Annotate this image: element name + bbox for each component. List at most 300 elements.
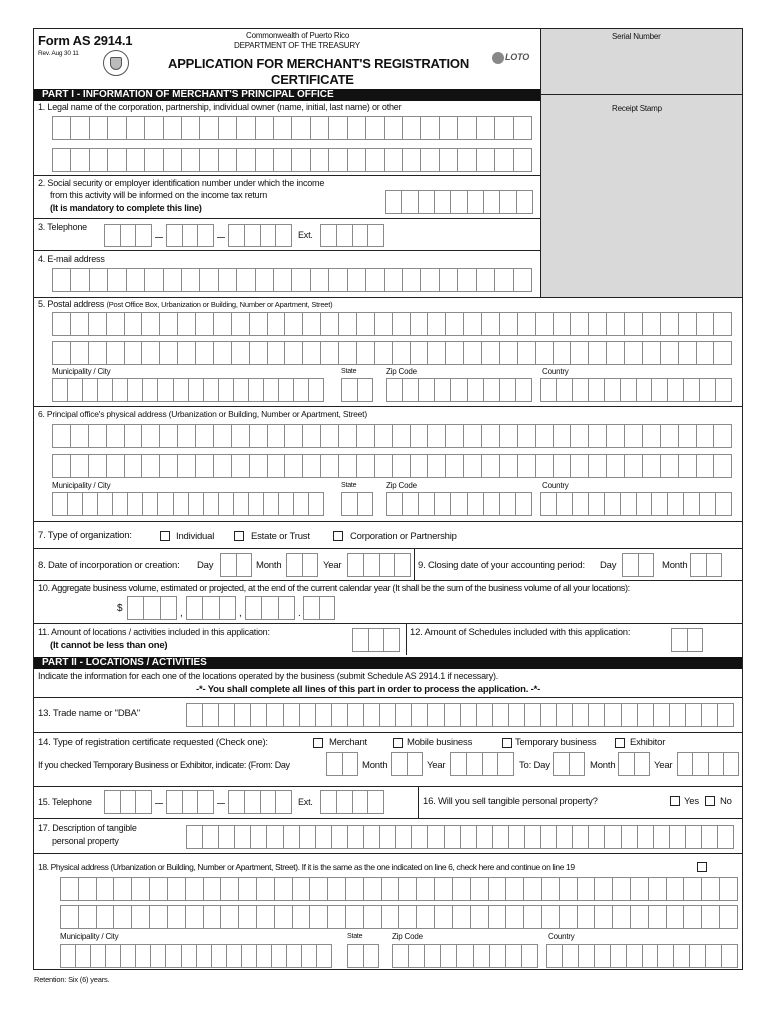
char-box[interactable]	[67, 492, 82, 516]
char-box[interactable]	[291, 268, 309, 292]
char-box[interactable]	[70, 268, 88, 292]
char-box[interactable]	[199, 268, 217, 292]
char-box[interactable]	[588, 825, 604, 849]
char-box[interactable]	[660, 454, 678, 478]
char-box[interactable]	[494, 116, 512, 140]
char-box[interactable]	[275, 790, 292, 814]
char-box[interactable]	[309, 905, 327, 929]
char-box[interactable]	[467, 492, 483, 516]
char-box[interactable]	[220, 553, 236, 577]
char-box[interactable]	[142, 378, 157, 402]
char-box[interactable]	[669, 825, 685, 849]
char-box[interactable]	[692, 752, 707, 776]
char-box[interactable]	[701, 703, 717, 727]
char-box[interactable]	[483, 378, 499, 402]
char-box[interactable]	[456, 944, 472, 968]
char-box[interactable]	[286, 944, 301, 968]
char-box[interactable]	[612, 905, 630, 929]
char-box[interactable]	[331, 703, 347, 727]
char-box[interactable]	[473, 944, 489, 968]
char-box[interactable]	[308, 378, 324, 402]
char-box[interactable]	[211, 944, 226, 968]
telephone-prefix[interactable]	[166, 224, 214, 247]
char-box[interactable]	[186, 596, 202, 620]
char-box[interactable]	[167, 877, 185, 901]
char-box[interactable]	[231, 424, 249, 448]
trade-name-field[interactable]	[186, 703, 734, 727]
char-box[interactable]	[363, 944, 380, 968]
char-box[interactable]	[660, 424, 678, 448]
char-box[interactable]	[708, 752, 723, 776]
char-box[interactable]	[636, 378, 652, 402]
char-box[interactable]	[238, 905, 256, 929]
char-box[interactable]	[299, 825, 315, 849]
char-box[interactable]	[220, 905, 238, 929]
char-box[interactable]	[706, 553, 723, 577]
char-box[interactable]	[657, 944, 673, 968]
char-box[interactable]	[499, 378, 515, 402]
char-box[interactable]	[559, 877, 577, 901]
char-box[interactable]	[97, 378, 112, 402]
char-box[interactable]	[199, 116, 217, 140]
char-box[interactable]	[231, 454, 249, 478]
char-box[interactable]	[166, 224, 182, 247]
char-box[interactable]	[513, 148, 532, 172]
char-box[interactable]	[553, 424, 571, 448]
char-box[interactable]	[418, 492, 434, 516]
char-box[interactable]	[271, 944, 286, 968]
char-box[interactable]	[624, 454, 642, 478]
char-box[interactable]	[261, 596, 277, 620]
char-box[interactable]	[523, 905, 541, 929]
char-box[interactable]	[150, 944, 165, 968]
char-box[interactable]	[107, 148, 125, 172]
char-box[interactable]	[517, 312, 535, 336]
char-box[interactable]	[719, 877, 738, 901]
char-box[interactable]	[104, 224, 120, 247]
char-box[interactable]	[618, 752, 634, 776]
char-box[interactable]	[218, 148, 236, 172]
char-box[interactable]	[70, 116, 88, 140]
char-box[interactable]	[213, 312, 231, 336]
char-box[interactable]	[678, 454, 696, 478]
char-box[interactable]	[186, 825, 202, 849]
char-box[interactable]	[352, 224, 368, 247]
char-box[interactable]	[320, 224, 336, 247]
char-box[interactable]	[177, 424, 195, 448]
char-box[interactable]	[683, 378, 699, 402]
char-box[interactable]	[70, 424, 88, 448]
char-box[interactable]	[620, 492, 636, 516]
char-box[interactable]	[163, 148, 181, 172]
char-box[interactable]	[588, 703, 604, 727]
char-box[interactable]	[60, 877, 78, 901]
char-box[interactable]	[517, 454, 535, 478]
incorporation-day-field[interactable]	[220, 553, 252, 577]
char-box[interactable]	[219, 596, 236, 620]
char-box[interactable]	[384, 116, 402, 140]
char-box[interactable]	[411, 703, 427, 727]
char-box[interactable]	[250, 825, 266, 849]
char-box[interactable]	[594, 944, 610, 968]
char-box[interactable]	[444, 825, 460, 849]
char-box[interactable]	[97, 492, 112, 516]
char-box[interactable]	[402, 492, 418, 516]
char-box[interactable]	[249, 341, 267, 365]
char-box[interactable]	[345, 905, 363, 929]
org-corporation-checkbox[interactable]	[333, 531, 343, 541]
char-box[interactable]	[398, 877, 416, 901]
char-box[interactable]	[540, 825, 556, 849]
char-box[interactable]	[88, 454, 106, 478]
char-box[interactable]	[197, 224, 214, 247]
char-box[interactable]	[637, 703, 653, 727]
char-box[interactable]	[402, 116, 420, 140]
char-box[interactable]	[182, 224, 198, 247]
char-box[interactable]	[320, 790, 336, 814]
char-box[interactable]	[365, 268, 383, 292]
char-box[interactable]	[671, 628, 687, 652]
char-box[interactable]	[357, 378, 374, 402]
char-box[interactable]	[386, 378, 402, 402]
char-box[interactable]	[203, 905, 221, 929]
char-box[interactable]	[424, 944, 440, 968]
char-box[interactable]	[513, 116, 532, 140]
char-box[interactable]	[338, 424, 356, 448]
char-box[interactable]	[683, 492, 699, 516]
char-box[interactable]	[310, 148, 328, 172]
char-box[interactable]	[467, 378, 483, 402]
postal-country-field[interactable]	[540, 378, 732, 402]
char-box[interactable]	[578, 944, 594, 968]
char-box[interactable]	[82, 492, 97, 516]
char-box[interactable]	[248, 378, 263, 402]
char-box[interactable]	[392, 454, 410, 478]
char-box[interactable]	[439, 148, 457, 172]
property-description-field[interactable]	[186, 825, 734, 849]
char-box[interactable]	[651, 378, 667, 402]
postal-zip-field[interactable]	[386, 378, 532, 402]
char-box[interactable]	[553, 312, 571, 336]
char-box[interactable]	[569, 752, 586, 776]
char-box[interactable]	[195, 341, 213, 365]
char-box[interactable]	[89, 116, 107, 140]
char-box[interactable]	[392, 312, 410, 336]
char-box[interactable]	[577, 905, 595, 929]
char-box[interactable]	[278, 378, 293, 402]
char-box[interactable]	[384, 268, 402, 292]
char-box[interactable]	[540, 703, 556, 727]
char-box[interactable]	[434, 378, 450, 402]
char-box[interactable]	[666, 905, 684, 929]
char-box[interactable]	[392, 341, 410, 365]
char-box[interactable]	[492, 703, 508, 727]
char-box[interactable]	[315, 825, 331, 849]
char-box[interactable]	[352, 628, 368, 652]
char-box[interactable]	[310, 268, 328, 292]
char-box[interactable]	[166, 790, 182, 814]
char-box[interactable]	[218, 825, 234, 849]
char-box[interactable]	[273, 268, 291, 292]
char-box[interactable]	[701, 905, 719, 929]
char-box[interactable]	[173, 378, 188, 402]
char-box[interactable]	[516, 190, 533, 214]
char-box[interactable]	[231, 341, 249, 365]
char-box[interactable]	[660, 312, 678, 336]
char-box[interactable]	[365, 148, 383, 172]
char-box[interactable]	[292, 877, 310, 901]
char-box[interactable]	[177, 454, 195, 478]
char-box[interactable]	[218, 268, 236, 292]
char-box[interactable]	[642, 454, 660, 478]
char-box[interactable]	[291, 148, 309, 172]
location-address-row2[interactable]	[60, 905, 738, 929]
char-box[interactable]	[488, 905, 506, 929]
char-box[interactable]	[356, 312, 374, 336]
char-box[interactable]	[263, 492, 278, 516]
char-box[interactable]	[331, 825, 347, 849]
char-box[interactable]	[275, 224, 292, 247]
telephone-area-code[interactable]	[104, 224, 152, 247]
location-country-field[interactable]	[546, 944, 738, 968]
char-box[interactable]	[292, 905, 310, 929]
char-box[interactable]	[302, 454, 320, 478]
char-box[interactable]	[517, 424, 535, 448]
char-box[interactable]	[70, 454, 88, 478]
temp-to-year[interactable]	[677, 752, 739, 776]
char-box[interactable]	[699, 492, 715, 516]
char-box[interactable]	[648, 905, 666, 929]
char-box[interactable]	[188, 378, 203, 402]
char-box[interactable]	[202, 825, 218, 849]
char-box[interactable]	[476, 268, 494, 292]
business-volume-thousands[interactable]	[186, 596, 236, 620]
char-box[interactable]	[52, 492, 67, 516]
char-box[interactable]	[255, 116, 273, 140]
location-phone-prefix[interactable]	[166, 790, 214, 814]
char-box[interactable]	[621, 825, 637, 849]
char-box[interactable]	[320, 424, 338, 448]
char-box[interactable]	[481, 312, 499, 336]
char-box[interactable]	[481, 341, 499, 365]
char-box[interactable]	[713, 341, 732, 365]
char-box[interactable]	[481, 424, 499, 448]
char-box[interactable]	[499, 341, 517, 365]
char-box[interactable]	[157, 378, 172, 402]
char-box[interactable]	[434, 877, 452, 901]
char-box[interactable]	[606, 424, 624, 448]
char-box[interactable]	[236, 553, 253, 577]
char-box[interactable]	[163, 116, 181, 140]
incorporation-year-field[interactable]	[347, 553, 411, 577]
char-box[interactable]	[267, 312, 285, 336]
char-box[interactable]	[381, 905, 399, 929]
char-box[interactable]	[434, 492, 450, 516]
char-box[interactable]	[513, 268, 532, 292]
char-box[interactable]	[274, 905, 292, 929]
char-box[interactable]	[381, 877, 399, 901]
char-box[interactable]	[410, 312, 428, 336]
char-box[interactable]	[347, 944, 363, 968]
char-box[interactable]	[559, 905, 577, 929]
char-box[interactable]	[721, 944, 738, 968]
char-box[interactable]	[135, 944, 150, 968]
char-box[interactable]	[648, 877, 666, 901]
physical-state-field[interactable]	[341, 492, 373, 516]
char-box[interactable]	[249, 424, 267, 448]
char-box[interactable]	[52, 268, 70, 292]
char-box[interactable]	[82, 378, 97, 402]
char-box[interactable]	[492, 825, 508, 849]
char-box[interactable]	[255, 148, 273, 172]
char-box[interactable]	[673, 944, 689, 968]
char-box[interactable]	[126, 148, 144, 172]
char-box[interactable]	[594, 877, 612, 901]
char-box[interactable]	[126, 268, 144, 292]
char-box[interactable]	[124, 424, 142, 448]
char-box[interactable]	[683, 905, 701, 929]
char-box[interactable]	[457, 268, 475, 292]
char-box[interactable]	[572, 825, 588, 849]
char-box[interactable]	[483, 190, 499, 214]
char-box[interactable]	[402, 148, 420, 172]
char-box[interactable]	[144, 268, 162, 292]
char-box[interactable]	[120, 224, 136, 247]
char-box[interactable]	[233, 378, 248, 402]
char-box[interactable]	[398, 905, 416, 929]
temp-to-month[interactable]	[618, 752, 650, 776]
char-box[interactable]	[696, 424, 714, 448]
char-box[interactable]	[106, 454, 124, 478]
char-box[interactable]	[476, 825, 492, 849]
char-box[interactable]	[666, 877, 684, 901]
char-box[interactable]	[231, 312, 249, 336]
closing-day-field[interactable]	[622, 553, 654, 577]
char-box[interactable]	[238, 877, 256, 901]
char-box[interactable]	[135, 790, 152, 814]
char-box[interactable]	[113, 877, 131, 901]
char-box[interactable]	[624, 312, 642, 336]
char-box[interactable]	[310, 116, 328, 140]
char-box[interactable]	[604, 825, 620, 849]
char-box[interactable]	[385, 190, 401, 214]
schedules-amount-field[interactable]	[671, 628, 703, 652]
char-box[interactable]	[482, 752, 498, 776]
char-box[interactable]	[440, 944, 456, 968]
char-box[interactable]	[266, 703, 282, 727]
location-address-row1[interactable]	[60, 877, 738, 901]
char-box[interactable]	[213, 454, 231, 478]
char-box[interactable]	[481, 454, 499, 478]
char-box[interactable]	[476, 703, 492, 727]
char-box[interactable]	[319, 596, 336, 620]
char-box[interactable]	[141, 312, 159, 336]
char-box[interactable]	[445, 424, 463, 448]
char-box[interactable]	[255, 268, 273, 292]
char-box[interactable]	[273, 116, 291, 140]
location-state-field[interactable]	[347, 944, 379, 968]
char-box[interactable]	[256, 877, 274, 901]
char-box[interactable]	[395, 825, 411, 849]
char-box[interactable]	[266, 825, 282, 849]
char-box[interactable]	[218, 492, 233, 516]
char-box[interactable]	[540, 378, 556, 402]
char-box[interactable]	[267, 341, 285, 365]
char-box[interactable]	[463, 454, 481, 478]
temp-from-year[interactable]	[450, 752, 514, 776]
char-box[interactable]	[667, 378, 683, 402]
char-box[interactable]	[570, 312, 588, 336]
char-box[interactable]	[717, 703, 734, 727]
char-box[interactable]	[284, 424, 302, 448]
char-box[interactable]	[301, 944, 316, 968]
char-box[interactable]	[634, 752, 651, 776]
postal-municipality-field[interactable]	[52, 378, 324, 402]
char-box[interactable]	[434, 190, 450, 214]
char-box[interactable]	[218, 378, 233, 402]
char-box[interactable]	[678, 312, 696, 336]
business-volume-units[interactable]	[245, 596, 295, 620]
char-box[interactable]	[185, 905, 203, 929]
char-box[interactable]	[357, 492, 374, 516]
char-box[interactable]	[363, 553, 379, 577]
char-box[interactable]	[347, 825, 363, 849]
char-box[interactable]	[379, 553, 395, 577]
char-box[interactable]	[653, 703, 669, 727]
ssn-ein-field[interactable]	[385, 190, 533, 214]
char-box[interactable]	[445, 341, 463, 365]
legal-name-field-row1[interactable]	[52, 116, 532, 140]
char-box[interactable]	[328, 148, 346, 172]
char-box[interactable]	[624, 341, 642, 365]
char-box[interactable]	[356, 454, 374, 478]
char-box[interactable]	[570, 424, 588, 448]
char-box[interactable]	[401, 190, 417, 214]
char-box[interactable]	[185, 877, 203, 901]
closing-month-field[interactable]	[690, 553, 722, 577]
char-box[interactable]	[630, 905, 648, 929]
char-box[interactable]	[274, 877, 292, 901]
char-box[interactable]	[553, 752, 569, 776]
char-box[interactable]	[127, 596, 143, 620]
char-box[interactable]	[363, 703, 379, 727]
char-box[interactable]	[689, 944, 705, 968]
char-box[interactable]	[470, 905, 488, 929]
char-box[interactable]	[683, 877, 701, 901]
char-box[interactable]	[719, 905, 738, 929]
char-box[interactable]	[347, 268, 365, 292]
char-box[interactable]	[278, 492, 293, 516]
char-box[interactable]	[445, 312, 463, 336]
char-box[interactable]	[52, 116, 70, 140]
char-box[interactable]	[286, 553, 302, 577]
char-box[interactable]	[374, 341, 392, 365]
char-box[interactable]	[463, 312, 481, 336]
char-box[interactable]	[213, 424, 231, 448]
char-box[interactable]	[535, 454, 553, 478]
char-box[interactable]	[402, 268, 420, 292]
char-box[interactable]	[457, 116, 475, 140]
cert-merchant-checkbox[interactable]	[313, 738, 323, 748]
char-box[interactable]	[577, 877, 595, 901]
char-box[interactable]	[124, 341, 142, 365]
char-box[interactable]	[105, 944, 120, 968]
char-box[interactable]	[363, 905, 381, 929]
char-box[interactable]	[499, 424, 517, 448]
cert-temporary-checkbox[interactable]	[502, 738, 512, 748]
char-box[interactable]	[715, 378, 732, 402]
char-box[interactable]	[705, 944, 721, 968]
